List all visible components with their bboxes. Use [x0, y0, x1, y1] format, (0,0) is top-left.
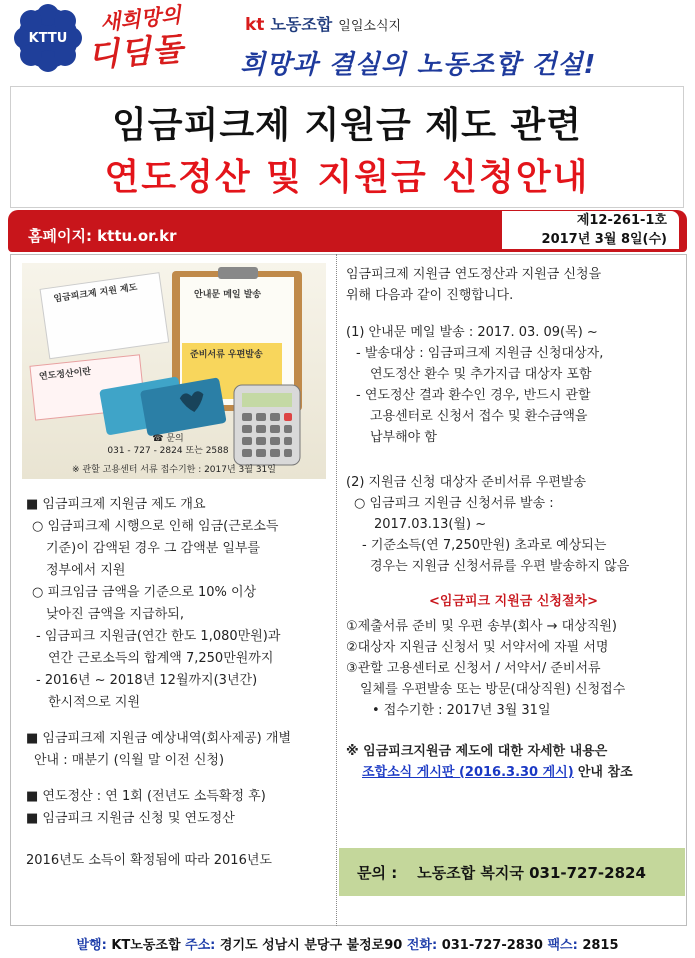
contact-box — [339, 848, 685, 896]
issue-date: 2017년 3월 8일(수) — [541, 232, 667, 247]
s1-line: - 2016년 ~ 2018년 12월까지(3년간) — [36, 673, 258, 688]
union-name: 노동조합 — [270, 15, 333, 34]
intro-line: 임금피크제 지원금 연도정산과 지원금 신청을 — [346, 267, 602, 282]
kt-logo: kt — [245, 15, 265, 35]
homepage-link[interactable]: 홈페이지: kttu.or.kr — [28, 227, 177, 245]
item-1-line: - 연도정산 결과 환수인 경우, 반드시 관할 — [356, 388, 591, 403]
footer-phone: 031-727-2830 — [441, 938, 543, 953]
logo-petal — [54, 10, 76, 32]
procedure-title: <임금피크 지원금 신청절차> — [429, 594, 598, 609]
item-1-line: - 발송대상 : 임금피크제 지원금 신청대상자, — [356, 346, 604, 361]
s1-line: ○ 임금피크제 시행으로 인해 임금(근로소득 — [32, 519, 279, 534]
footer — [0, 934, 695, 953]
s1-line: 낮아진 금액을 지급하되, — [46, 607, 184, 622]
phone-label: ☎ 문의 — [152, 434, 184, 444]
title-box — [10, 86, 684, 208]
procedure-deadline: • 접수기한 : 2017년 3월 31일 — [372, 703, 551, 718]
footer-phone-key: 전화: — [406, 938, 438, 953]
s1-line: 연간 근로소득의 합계액 7,250만원까지 — [48, 651, 274, 666]
slogan-script-line-1: 새희망의 — [98, 1, 183, 36]
item-2-line: 2017.03.13(월) ~ — [374, 517, 487, 532]
logo-petal — [20, 44, 42, 66]
procedure-step-2: ②대상자 지원금 신청서 및 서약서에 자필 서명 — [346, 640, 609, 655]
section-1-heading: ■ 임금피크제 지원금 제도 개요 — [26, 497, 206, 512]
footer-fax-key: 팩스: — [547, 938, 578, 953]
item-1-line: 연도정산 환수 및 추가지급 대상자 포함 — [370, 367, 592, 382]
procedure-step-1: ①제출서류 준비 및 우편 송부(회사 → 대상직원) — [346, 619, 617, 634]
info-bar — [8, 210, 687, 252]
main-slogan: 희망과 결실의 노동조합 건설! — [240, 50, 597, 80]
contact-value: 노동조합 복지국 031-727-2824 — [417, 863, 646, 882]
page-title: 임금피크제 지원금 제도 관련 — [112, 105, 582, 146]
note-card-1 — [40, 273, 169, 359]
illustration-svg — [22, 263, 326, 479]
item-1-line: 고용센터로 신청서 접수 및 환수금액을 — [370, 409, 588, 424]
item-2-heading: (2) 지원금 신청 대상자 준비서류 우편발송 — [346, 475, 587, 490]
logo-petal — [54, 44, 76, 66]
item-1-line: 납부해야 함 — [370, 430, 437, 445]
logo-petal — [20, 10, 42, 32]
section-3-line: ■ 임금피크 지원금 신청 및 연도정산 — [26, 811, 235, 826]
s1-line: 정부에서 지원 — [46, 563, 126, 578]
s1-line: 한시적으로 지원 — [48, 695, 141, 710]
union-header — [245, 12, 401, 35]
issue-info — [502, 211, 679, 249]
column-divider — [336, 254, 337, 926]
item-1-heading: (1) 안내문 메일 발송 : 2017. 03. 09(목) ~ — [346, 325, 598, 340]
issue-number: 제12-261-1호 — [576, 213, 667, 228]
footer-publisher: KT노동조합 — [111, 938, 181, 953]
calculator — [234, 385, 300, 465]
note-1-title: 임금피크제 지원 제도 — [52, 282, 139, 305]
slogan-script-logo — [86, 1, 228, 75]
intro-line: 위해 다음과 같이 진행합니다. — [346, 288, 514, 303]
logo-text: KTTU — [28, 30, 68, 46]
page-subtitle: 연도정산 및 지원금 신청안내 — [104, 157, 590, 198]
slogan-script-line-2: 디딤돌 — [86, 29, 185, 75]
note-2-title: 안내문 메일 발송 — [194, 290, 262, 300]
phone-number: 031 - 727 - 2824 또는 2588 — [107, 446, 229, 456]
footer-fax: 2815 — [582, 938, 619, 953]
s2-line: 안내 : 매분기 (익월 말 이전 신청) — [34, 753, 225, 768]
procedure-step-3-cont: 일체를 우편발송 또는 방문(대상직원) 신청접수 — [360, 682, 626, 697]
note-4-title: 연도정산이란 — [38, 367, 92, 383]
notice-tail: 안내 참조 — [577, 765, 633, 780]
item-2-line: - 기준소득(연 7,250만원) 초과로 예상되는 — [362, 538, 607, 553]
item-2-line: ○ 임금피크 지원금 신청서류 발송 : — [354, 496, 554, 511]
footer-address-key: 주소: — [185, 938, 216, 953]
procedure-step-3: ③관할 고용센터로 신청서 / 서약서/ 준비서류 — [346, 661, 601, 676]
notice-line: ※ 임금피크지원금 제도에 대한 자세한 내용은 — [346, 744, 608, 759]
footer-address: 경기도 성남시 분당구 불정로90 — [219, 938, 403, 953]
s1-line: 기준)이 감액된 경우 그 감액분 일부를 — [46, 541, 261, 556]
illustration-footnote: ※ 관할 고용센터 서류 접수기한 : 2017년 3월 31일 — [72, 465, 276, 475]
board-link[interactable]: 조합소식 게시판 (2016.3.30 게시) — [362, 765, 574, 780]
footer-publisher-key: 발행: — [76, 938, 107, 953]
clipboard-clip — [218, 267, 258, 279]
contact-label: 문의 : — [357, 863, 398, 882]
right-column — [346, 264, 681, 783]
illustration-image — [22, 263, 326, 479]
kttu-logo — [18, 8, 78, 68]
s1-line: - 임금피크 지원금(연간 한도 1,080만원)과 — [36, 629, 281, 644]
bulletin-label: 일일소식지 — [338, 19, 402, 34]
section-4-line: 2016년도 소득이 확정됨에 따라 2016년도 — [26, 853, 272, 868]
left-column — [26, 494, 331, 872]
section-3-line: ■ 연도정산 : 연 1회 (전년도 소득확정 후) — [26, 789, 266, 804]
item-2-line: 경우는 지원금 신청서류를 우편 발송하지 않음 — [370, 559, 630, 574]
s1-line: ○ 피크임금 금액을 기준으로 10% 이상 — [32, 585, 257, 600]
section-2-heading: ■ 임금피크제 지원금 예상내역(회사제공) 개별 — [26, 731, 291, 746]
note-3-title: 준비서류 우편발송 — [190, 350, 263, 360]
